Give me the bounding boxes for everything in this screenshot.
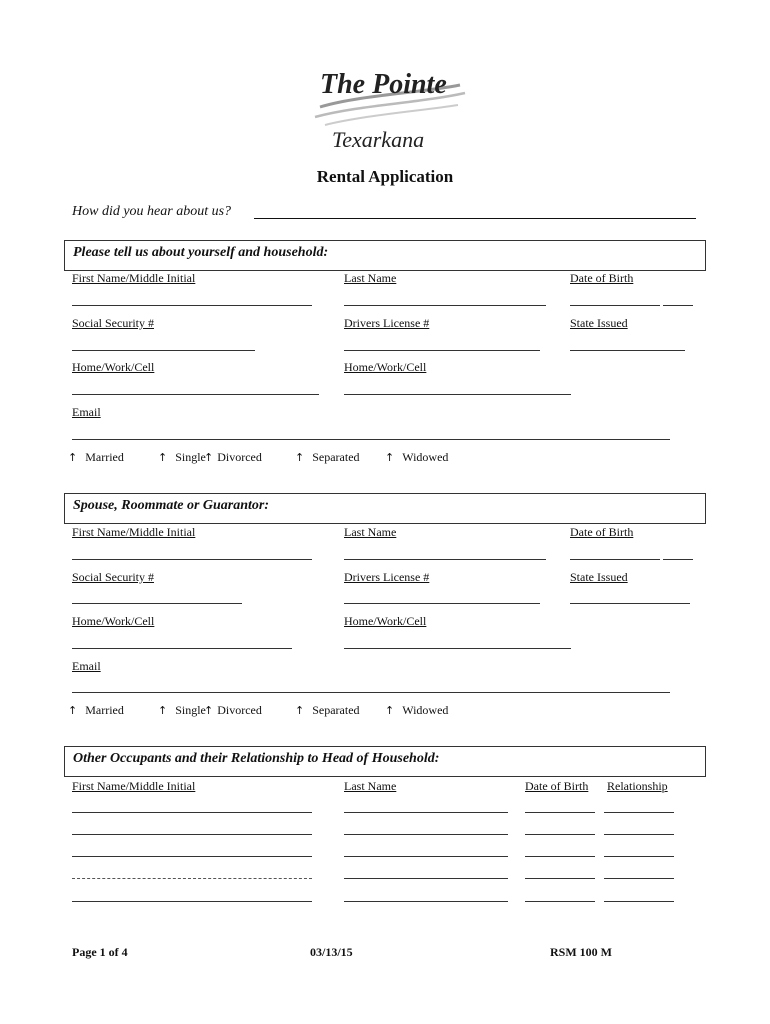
occupant-row-1-dob[interactable] (525, 812, 595, 813)
occupant-row-4-name[interactable] (72, 878, 312, 879)
logo-line1: The Pointe (320, 69, 447, 100)
household-section-header (64, 240, 706, 271)
household-ssn-label: Social Security # (72, 316, 154, 330)
occupants-heading: Other Occupants and their Relationship to Head of Household: (73, 751, 440, 766)
spouse-phone-label: Home/Work/Cell (72, 614, 155, 628)
spouse-first-name-label: First Name/Middle Initial (72, 525, 196, 539)
radio-arrow-icon: ↑ (385, 451, 395, 464)
household-separated-option[interactable]: ↑ Separated (295, 450, 360, 464)
spouse-phone-field[interactable] (72, 648, 292, 649)
spouse-ssn-field[interactable] (72, 603, 242, 604)
household-phone2-label: Home/Work/Cell (344, 360, 427, 374)
household-ssn-field[interactable] (72, 350, 255, 351)
spouse-ssn-label: Social Security # (72, 570, 154, 584)
household-dl-label: Drivers License # (344, 316, 430, 330)
spouse-divorced-option[interactable]: ↑ Divorced (204, 703, 262, 717)
occupant-row-3-last[interactable] (344, 856, 508, 857)
logo-swoosh-graphic (300, 55, 470, 160)
logo-line2: Texarkana (332, 127, 425, 152)
radio-arrow-icon: ↑ (295, 704, 305, 717)
household-state-field[interactable] (570, 350, 685, 351)
occupant-row-1-relationship[interactable] (604, 812, 674, 813)
spouse-widowed-option[interactable]: ↑ Widowed (385, 703, 449, 717)
spouse-state-field[interactable] (570, 603, 690, 604)
household-dob-label: Date of Birth (570, 271, 634, 285)
occupant-row-3-name[interactable] (72, 856, 312, 857)
radio-arrow-icon: ↑ (385, 704, 395, 717)
household-married-option[interactable]: ↑ Married (68, 450, 124, 464)
occupant-row-2-last[interactable] (344, 834, 508, 835)
occupant-row-1-name[interactable] (72, 812, 312, 813)
household-phone-label: Home/Work/Cell (72, 360, 155, 374)
spouse-section-header (64, 493, 706, 524)
spouse-email-field[interactable] (72, 692, 670, 693)
spouse-dl-label: Drivers License # (344, 570, 430, 584)
occupant-row-5-name[interactable] (72, 901, 312, 902)
occupant-row-5-last[interactable] (344, 901, 508, 902)
household-first-name-field[interactable] (72, 305, 312, 306)
household-single-option[interactable]: ↑ Single (158, 450, 206, 464)
radio-arrow-icon: ↑ (158, 704, 168, 717)
household-dob-field-extra[interactable] (663, 305, 693, 306)
spouse-phone2-field[interactable] (344, 648, 571, 649)
spouse-heading: Spouse, Roommate or Guarantor: (73, 498, 270, 513)
household-last-name-label: Last Name (344, 271, 397, 285)
spouse-dl-field[interactable] (344, 603, 540, 604)
household-last-name-field[interactable] (344, 305, 546, 306)
radio-arrow-icon: ↑ (295, 451, 305, 464)
household-divorced-option[interactable]: ↑ Divorced (204, 450, 262, 464)
spouse-dob-field-extra[interactable] (663, 559, 693, 560)
radio-arrow-icon: ↑ (204, 704, 214, 717)
occupants-last-name-label: Last Name (344, 779, 397, 793)
spouse-dob-field[interactable] (570, 559, 660, 560)
occupants-first-name-label: First Name/Middle Initial (72, 779, 196, 793)
household-phone2-field[interactable] (344, 394, 571, 395)
spouse-last-name-field[interactable] (344, 559, 546, 560)
household-first-name-label: First Name/Middle Initial (72, 271, 196, 285)
radio-arrow-icon: ↑ (68, 451, 78, 464)
occupants-dob-label: Date of Birth (525, 779, 589, 793)
occupant-row-5-relationship[interactable] (604, 901, 674, 902)
household-heading: Please tell us about yourself and household: (73, 245, 329, 260)
form-date: 03/13/15 (310, 945, 353, 959)
spouse-email-label: Email (72, 659, 101, 673)
spouse-married-option[interactable]: ↑ Married (68, 703, 124, 717)
referral-label: How did you hear about us? (72, 204, 232, 219)
household-email-label: Email (72, 405, 101, 419)
occupant-row-4-relationship[interactable] (604, 878, 674, 879)
radio-arrow-icon: ↑ (158, 451, 168, 464)
spouse-phone2-label: Home/Work/Cell (344, 614, 427, 628)
household-dl-field[interactable] (344, 350, 540, 351)
household-phone-field[interactable] (72, 394, 319, 395)
occupant-row-2-relationship[interactable] (604, 834, 674, 835)
household-email-field[interactable] (72, 439, 670, 440)
household-state-label: State Issued (570, 316, 628, 330)
radio-arrow-icon: ↑ (68, 704, 78, 717)
occupants-section-header (64, 746, 706, 777)
occupant-row-3-dob[interactable] (525, 856, 595, 857)
spouse-separated-option[interactable]: ↑ Separated (295, 703, 360, 717)
occupant-row-2-dob[interactable] (525, 834, 595, 835)
spouse-last-name-label: Last Name (344, 525, 397, 539)
referral-input-line[interactable] (254, 218, 696, 219)
spouse-single-option[interactable]: ↑ Single (158, 703, 206, 717)
page-number: Page 1 of 4 (72, 945, 128, 959)
household-widowed-option[interactable]: ↑ Widowed (385, 450, 449, 464)
spouse-first-name-field[interactable] (72, 559, 312, 560)
occupant-row-3-relationship[interactable] (604, 856, 674, 857)
form-id: RSM 100 M (550, 945, 612, 959)
occupant-row-5-dob[interactable] (525, 901, 595, 902)
occupant-row-2-name[interactable] (72, 834, 312, 835)
occupants-relationship-label: Relationship (607, 779, 668, 793)
occupant-row-4-dob[interactable] (525, 878, 595, 879)
occupant-row-1-last[interactable] (344, 812, 508, 813)
radio-arrow-icon: ↑ (204, 451, 214, 464)
logo (300, 55, 470, 160)
spouse-dob-label: Date of Birth (570, 525, 634, 539)
page-title: Rental Application (316, 167, 454, 186)
spouse-state-label: State Issued (570, 570, 628, 584)
household-dob-field[interactable] (570, 305, 660, 306)
occupant-row-4-last[interactable] (344, 878, 508, 879)
